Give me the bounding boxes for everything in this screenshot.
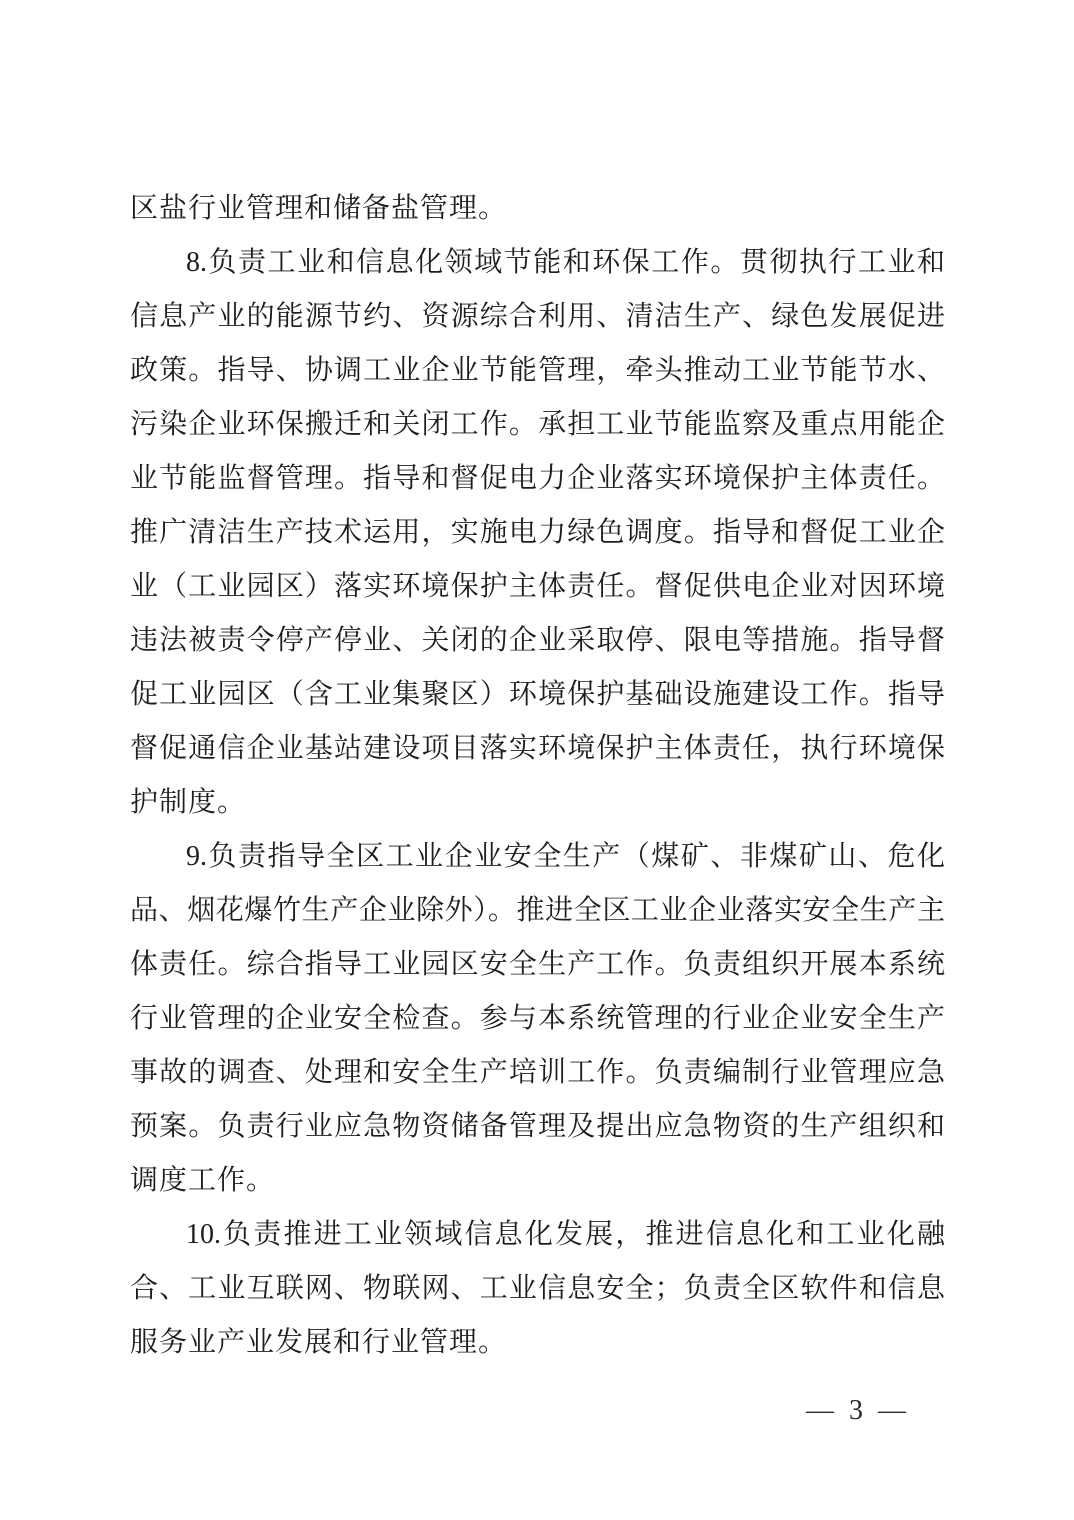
page-footer bbox=[130, 1396, 945, 1426]
text-line: 污染企业环保搬迁和关闭工作。承担工业节能监察及重点用能企 bbox=[130, 409, 945, 440]
text-line: 8.负责工业和信息化领域节能和环保工作。贯彻执行工业和 bbox=[186, 247, 945, 278]
document-body bbox=[130, 182, 945, 1370]
paragraph-7-continued bbox=[130, 182, 945, 236]
paragraph-10 bbox=[130, 1208, 945, 1370]
text-line: 业（工业园区）落实环境保护主体责任。督促供电企业对因环境 bbox=[130, 571, 945, 602]
text-line: 9.负责指导全区工业企业安全生产（煤矿、非煤矿山、危化 bbox=[186, 841, 945, 872]
text-line: 督促通信企业基站建设项目落实环境保护主体责任，执行环境保 bbox=[130, 733, 945, 764]
text-line: 预案。负责行业应急物资储备管理及提出应急物资的生产组织和 bbox=[130, 1111, 945, 1142]
text-line: 信息产业的能源节约、资源综合利用、清洁生产、绿色发展促进 bbox=[130, 301, 945, 332]
page-number: — 3 — bbox=[806, 1395, 910, 1426]
text-line: 区盐行业管理和储备盐管理。 bbox=[130, 193, 508, 224]
text-line: 服务业产业发展和行业管理。 bbox=[130, 1327, 508, 1358]
text-line: 体责任。综合指导工业园区安全生产工作。负责组织开展本系统 bbox=[130, 949, 945, 980]
text-line: 政策。指导、协调工业企业节能管理，牵头推动工业节能节水、 bbox=[130, 355, 945, 386]
text-line: 事故的调查、处理和安全生产培训工作。负责编制行业管理应急 bbox=[130, 1057, 945, 1088]
text-line: 护制度。 bbox=[130, 787, 247, 818]
text-line: 业节能监督管理。指导和督促电力企业落实环境保护主体责任。 bbox=[130, 463, 945, 494]
text-line: 调度工作。 bbox=[130, 1165, 276, 1196]
paragraph-8 bbox=[130, 236, 945, 830]
text-line: 10.负责推进工业领域信息化发展，推进信息化和工业化融 bbox=[186, 1219, 945, 1250]
paragraph-9 bbox=[130, 830, 945, 1208]
text-line: 违法被责令停产停业、关闭的企业采取停、限电等措施。指导督 bbox=[130, 625, 945, 656]
text-line: 推广清洁生产技术运用，实施电力绿色调度。指导和督促工业企 bbox=[130, 517, 945, 548]
text-line: 品、烟花爆竹生产企业除外）。推进全区工业企业落实安全生产主 bbox=[130, 895, 945, 926]
text-line: 促工业园区（含工业集聚区）环境保护基础设施建设工作。指导 bbox=[130, 679, 945, 710]
text-line: 合、工业互联网、物联网、工业信息安全；负责全区软件和信息 bbox=[130, 1273, 945, 1304]
text-line: 行业管理的企业安全检查。参与本系统管理的行业企业安全生产 bbox=[130, 1003, 945, 1034]
